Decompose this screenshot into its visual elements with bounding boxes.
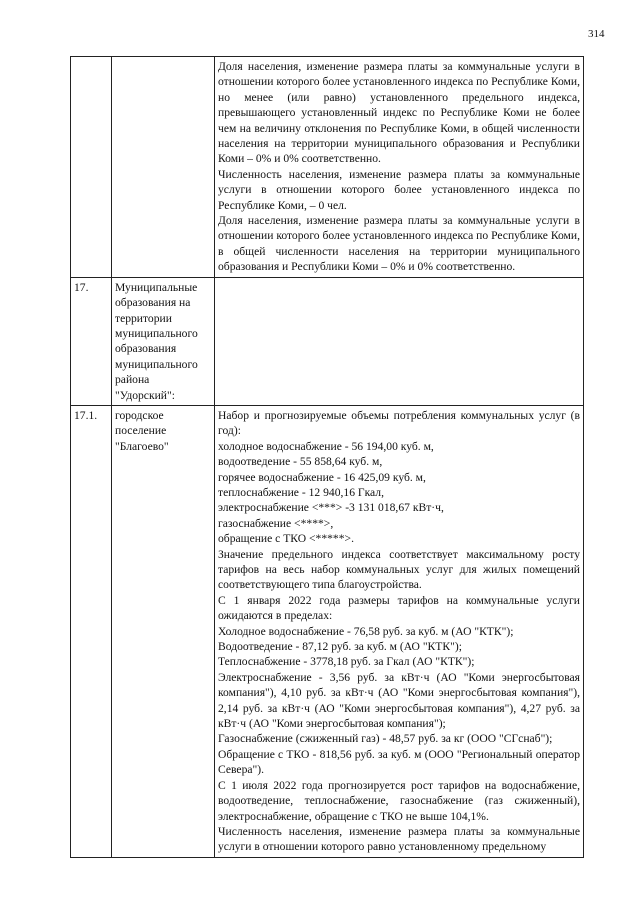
table-row-17 — [71, 277, 584, 405]
content-line: Электроснабжение - 3,56 руб. за кВт·ч (АО "Коми энергосбытовая компания"), 4,10 руб. за кВт·ч (АО "Коми энергосбытовая компания"), 2,14 руб. за кВт·ч (АО "Коми энергосбытовая компания"), 4,27 руб. за кВт·ч (АО "Коми энергосбытовая компания"); — [218, 670, 580, 731]
content-line: Обращение с ТКО - 818,56 руб. за куб. м (ООО "Региональный оператор Севера"). — [218, 747, 580, 777]
row-content-cell — [215, 57, 584, 278]
table-row-17-1 — [71, 405, 584, 857]
municipal-tariff-table — [70, 56, 584, 858]
content-line: Холодное водоснабжение - 76,58 руб. за куб. м (АО "КТК"); — [218, 624, 514, 638]
content-line: горячее водоснабжение - 16 425,09 куб. м, — [218, 470, 426, 484]
content-line: Газоснабжение (сжиженный газ) - 48,57 руб. за кг (ООО "СГснаб"); — [218, 732, 553, 746]
page-number: 314 — [588, 28, 605, 40]
content-line: газоснабжение <****>, — [218, 516, 334, 530]
content-line: Водоотведение - 87,12 руб. за куб. м (АО "КТК"); — [218, 640, 462, 654]
content-line: водоотведение - 55 858,64 куб. м, — [218, 455, 383, 469]
content-line: Значение предельного индекса соответствует максимальному росту тарифов на весь набор коммунальных услуг для жилых помещений соответствующего типа благоустройства. — [218, 547, 580, 592]
content-line: электроснабжение <***> -3 131 018,67 кВт·ч, — [218, 501, 444, 515]
content-line: холодное водоснабжение - 56 194,00 куб. м, — [218, 439, 434, 453]
row-number-cell: 17. — [71, 277, 112, 405]
row-number-cell — [71, 57, 112, 278]
municipality-name-cell — [112, 57, 215, 278]
content-line: С 1 января 2022 года размеры тарифов на коммунальные услуги ожидаются в пределах: — [218, 593, 580, 623]
content-paragraph: Численность населения, изменение размера платы за коммунальные услуги в отношении которого более установленного индекса по Республике Коми, – 0 чел. — [218, 167, 580, 212]
row-number-cell: 17.1. — [71, 405, 112, 857]
content-paragraph: Доля населения, изменение размера платы за коммунальные услуги в отношении которого более установленного индекса по Республике Коми, в общей численности населения на территории муниципального образования и Республики Коми – 0% и 0% соответственно. — [218, 214, 580, 274]
content-line: Набор и прогнозируемые объемы потребления коммунальных услуг (в год): — [218, 408, 580, 438]
row-content-cell — [215, 405, 584, 857]
table-row-continuation — [71, 57, 584, 278]
municipality-name-cell: городское поселение "Благоево" — [112, 405, 215, 857]
content-line: Теплоснабжение - 3778,18 руб. за Гкал (АО "КТК"); — [218, 655, 475, 669]
row-content-cell — [215, 277, 584, 405]
content-line: обращение с ТКО <*****>. — [218, 532, 354, 546]
municipality-name-cell: Муниципальные образования на территории муниципального образования муниципального района "Удорский": — [112, 277, 215, 405]
content-line: теплоснабжение - 12 940,16 Гкал, — [218, 485, 384, 499]
content-line: Численность населения, изменение размера платы за коммунальные услуги в отношении которого равно установленному предельному — [218, 824, 580, 854]
content-line: С 1 июля 2022 года прогнозируется рост тарифов на водоснабжение, водоотведение, теплоснабжение, газоснабжение (газ сжиженный), электроснабжение, обращение с ТКО не выше 104,1%. — [218, 778, 580, 823]
content-paragraph: Доля населения, изменение размера платы за коммунальные услуги в отношении которого более установленного индекса по Республике Коми, но менее (или равно) установленного предельного индекса, превышающего установленный индекс по Республике Коми не более чем на величину отклонения по Республике Коми, в общей численности населения на территории муниципального образования и Республики Коми – 0% и 0% соответственно. — [218, 60, 580, 166]
